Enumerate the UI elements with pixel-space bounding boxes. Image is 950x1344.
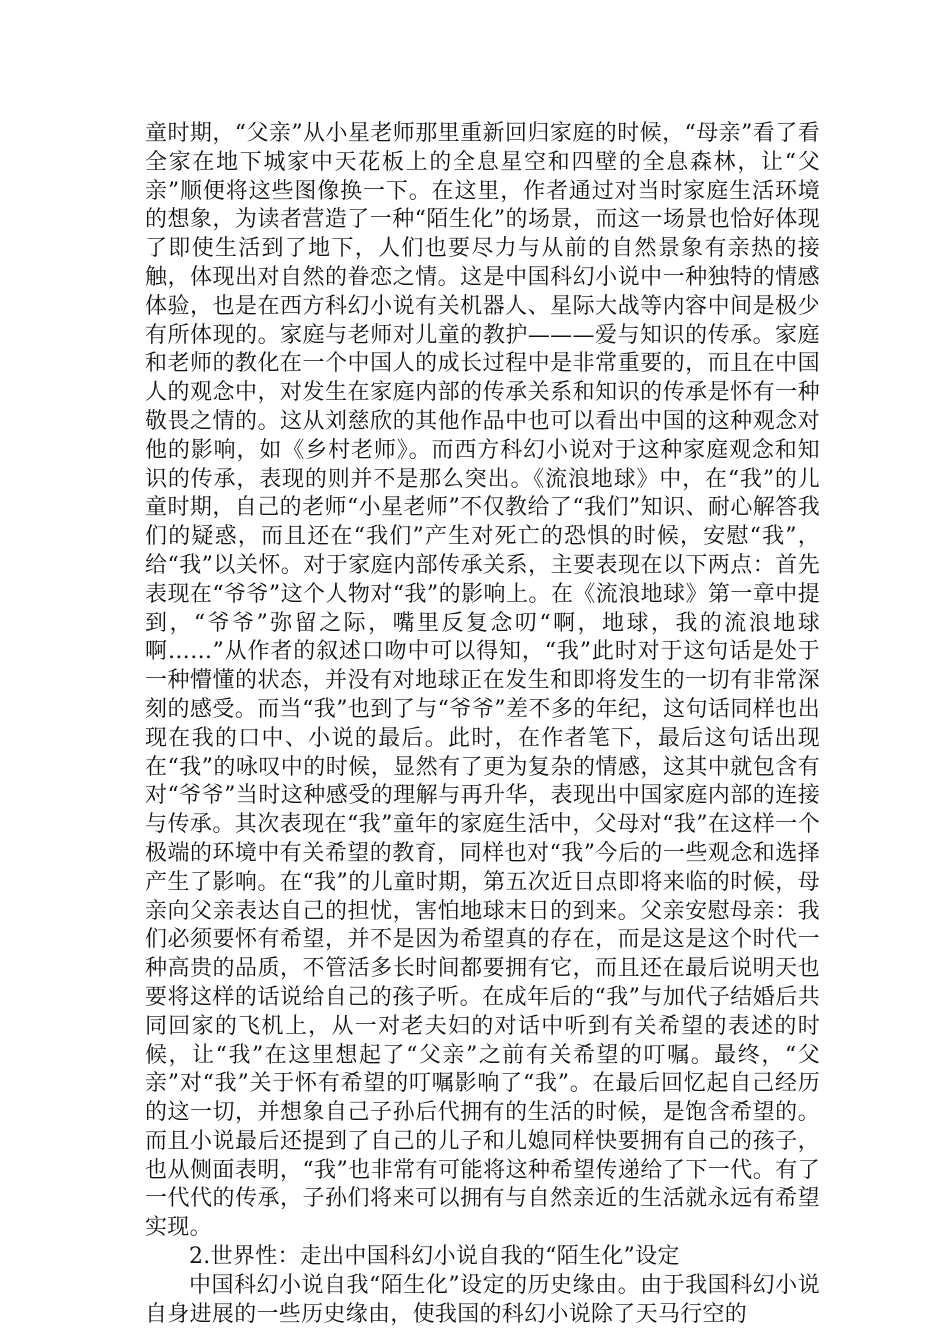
body-text xyxy=(145,120,820,1329)
section-heading: 2.世界性：走出中国科幻小说自我的“陌生化”设定 xyxy=(189,1244,680,1270)
paragraph: 童时期，“父亲”从小星老师那里重新回归家庭的时候，“母亲”看了看全家在地下城家中天花板上的全息星空和四壁的全息森林，让“父亲”顺便将这些图像换一下。在这里，作者通过对当时家庭生活环境的想象，为读者营造了一种“陌生化”的场景，而这一场景也恰好体现了即使生活到了地下，人们也要尽力与从前的自然景象有亲热的接触，体现出对自然的眷恋之情。这是中国科幻小说中一种独特的情感体验，也是在西方科幻小说有关机器人、星际大战等内容中间是极少有所体现的。家庭与老师对儿童的教护———爱与知识的传承。家庭和老师的教化在一个中国人的成长过程中是非常重要的，而且在中国人的观念中，对发生在家庭内部的传承关系和知识的传承是怀有一种敬畏之情的。这从刘慈欣的其他作品中也可以看出中国的这种观念对他的影响，如《乡村老师》。而西方科幻小说对于这种家庭观念和知识的传承，表现的则并不是那么突出。《流浪地球》中，在“我”的儿童时期，自己的老师“小星老师”不仅教给了“我们”知识、耐心解答我们的疑惑，而且还在“我们”产生对死亡的恐惧的时候，安慰“我”，给“我”以关怀。对于家庭内部传承关系，主要表现在以下两点：首先表现在“爷爷”这个人物对“我”的影响上。在《流浪地球》第一章中提到，“爷爷”弥留之际，嘴里反复念叨“啊，地球，我的流浪地球啊……”从作者的叙述口吻中可以得知，“我”此时对于这句话是处于一种懵懂的状态，并没有对地球正在发生和即将发生的一切有非常深刻的感受。而当“我”也到了与“爷爷”差不多的年纪，这句话同样也出现在我的口中、小说的最后。此时，在作者笔下，最后这句话出现在“我”的咏叹中的时候，显然有了更为复杂的情感，这其中就包含有对“爷爷”当时这种感受的理解与再升华，表现出中国家庭内部的连接与传承。其次表现在“我”童年的家庭生活中，父母对“我”在这样一个极端的环境中有关希望的教育，同样也对“我”今后的一些观念和选择产生了影响。在“我”的儿童时期，第五次近日点即将来临的时候，母亲向父亲表达自己的担忧，害怕地球末日的到来。父亲安慰母亲：我们必须要怀有希望，并不是因为希望真的存在，而是这是这个时代一种高贵的品质，不管活多长时间都要拥有它，而且还在最后说明天也要将这样的话说给自己的孩子听。在成年后的“我”与加代子结婚后共同回家的飞机上，从一对老夫妇的对话中听到有关希望的表述的时候，让“我”在这里想起了“父亲”之前有关希望的叮嘱。最终，“父亲”对“我”关于怀有希望的叮嘱影响了“我”。在最后回忆起自己经历的这一切，并想象自己子孙后代拥有的生活的时候，是饱含希望的。而且小说最后还提到了自己的儿子和儿媳同样快要拥有自己的孩子，也从侧面表明，“我”也非常有可能将这种希望传递给了下一代。有了一代代的传承，子孙们将来可以拥有与自然亲近的生活就永远有希望实现。 xyxy=(145,121,820,1241)
paragraph: 中国科幻小说自我“陌生化”设定的历史缘由。由于我国科幻小说自身进展的一些历史缘由，使我国的科幻小说除了天马行空的 xyxy=(145,1272,820,1327)
